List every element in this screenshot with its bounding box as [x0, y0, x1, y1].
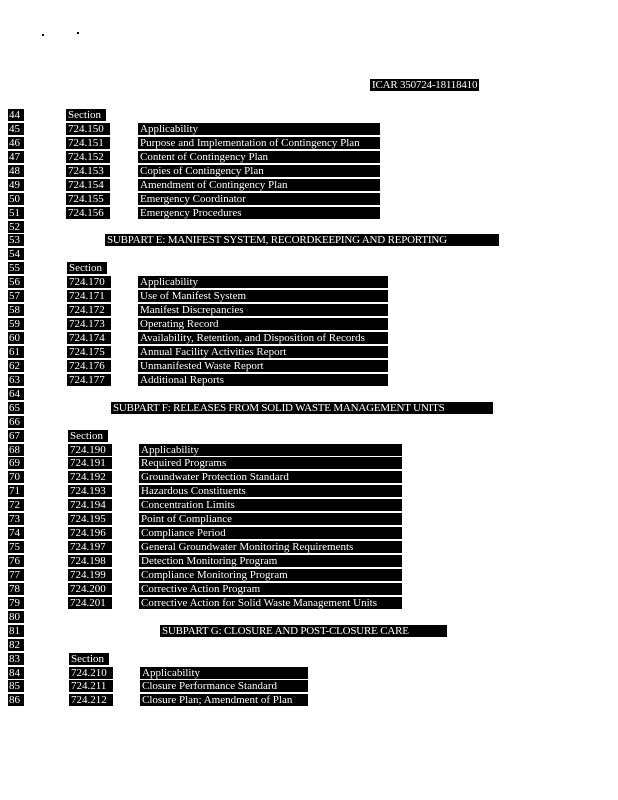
- section-number: 724.155: [66, 193, 110, 205]
- section-title: Applicability: [140, 667, 308, 679]
- toc-row: [0, 596, 618, 610]
- section-column-header: Section: [68, 430, 108, 442]
- section-title: Availability, Retention, and Disposition of Records: [138, 332, 388, 344]
- toc-row: [0, 610, 618, 624]
- table-of-contents: [0, 108, 618, 707]
- section-title: Closure Performance Standard: [140, 680, 308, 692]
- toc-row: [0, 136, 618, 150]
- section-number: 724.191: [68, 457, 112, 469]
- section-number: 724.152: [66, 151, 110, 163]
- line-number: 70: [8, 471, 24, 483]
- section-number: 724.212: [69, 694, 113, 706]
- section-number: 724.194: [68, 499, 112, 511]
- line-number: 44: [8, 109, 24, 121]
- section-title: Corrective Action Program: [139, 583, 402, 595]
- toc-row: [0, 150, 618, 164]
- line-number: 51: [8, 207, 24, 219]
- section-number: 724.174: [67, 332, 111, 344]
- line-number: 47: [8, 151, 24, 163]
- section-title: Emergency Coordinator: [138, 193, 380, 205]
- toc-row: [0, 178, 618, 192]
- line-number: 79: [8, 597, 24, 609]
- line-number: 62: [8, 360, 24, 372]
- toc-row: [0, 303, 618, 317]
- toc-row: [0, 526, 618, 540]
- section-title: Applicability: [139, 444, 402, 456]
- line-number: 50: [8, 193, 24, 205]
- section-number: 724.201: [68, 597, 112, 609]
- section-title: Groundwater Protection Standard: [139, 471, 402, 483]
- section-number: 724.173: [67, 318, 111, 330]
- line-number: 83: [8, 653, 24, 665]
- toc-row: [0, 206, 618, 220]
- line-number: 52: [8, 221, 24, 233]
- section-title: Operating Record: [138, 318, 388, 330]
- toc-row: [0, 484, 618, 498]
- section-number: 724.197: [68, 541, 112, 553]
- line-number: 84: [8, 667, 24, 679]
- line-number: 77: [8, 569, 24, 581]
- toc-row: [0, 498, 618, 512]
- section-number: 724.200: [68, 583, 112, 595]
- subpart-heading-row: [0, 401, 618, 415]
- subpart-heading-row: [0, 233, 618, 247]
- section-number: 724.190: [68, 444, 112, 456]
- line-number: 69: [8, 457, 24, 469]
- section-title: Closure Plan; Amendment of Plan: [140, 694, 308, 706]
- section-number: 724.172: [67, 304, 111, 316]
- section-number: 724.210: [69, 667, 113, 679]
- section-title: Amendment of Contingency Plan: [138, 179, 380, 191]
- section-title: Required Programs: [139, 457, 402, 469]
- toc-row: [0, 387, 618, 401]
- toc-row: [0, 164, 618, 178]
- line-number: 67: [8, 430, 24, 442]
- toc-row: [0, 456, 618, 470]
- line-number: 66: [8, 416, 24, 428]
- section-number: 724.196: [68, 527, 112, 539]
- toc-row: [0, 568, 618, 582]
- section-number: 724.195: [68, 513, 112, 525]
- toc-row: [0, 429, 618, 443]
- line-number: 86: [8, 694, 24, 706]
- line-number: 80: [8, 611, 24, 623]
- toc-row: [0, 470, 618, 484]
- toc-row: [0, 192, 618, 206]
- subpart-heading: SUBPART F: RELEASES FROM SOLID WASTE MANAGEMENT UNITS: [111, 402, 493, 414]
- section-number: 724.153: [66, 165, 110, 177]
- line-number: 61: [8, 346, 24, 358]
- scan-speck: [42, 34, 44, 36]
- document-code: ICAR 350724-18118410: [372, 79, 478, 91]
- section-title: Hazardous Constituents: [139, 485, 402, 497]
- section-number: 724.171: [67, 290, 111, 302]
- section-number: 724.150: [66, 123, 110, 135]
- section-number: 724.154: [66, 179, 110, 191]
- subpart-heading-row: [0, 624, 618, 638]
- line-number: 72: [8, 499, 24, 511]
- line-number: 71: [8, 485, 24, 497]
- section-title: Compliance Period: [139, 527, 402, 539]
- toc-row: [0, 443, 618, 457]
- line-number: 46: [8, 137, 24, 149]
- line-number: 75: [8, 541, 24, 553]
- toc-row: [0, 275, 618, 289]
- section-title: Compliance Monitoring Program: [139, 569, 402, 581]
- section-title: Concentration Limits: [139, 499, 402, 511]
- toc-row: [0, 554, 618, 568]
- section-title: Content of Contingency Plan: [138, 151, 380, 163]
- line-number: 53: [8, 234, 24, 246]
- line-number: 48: [8, 165, 24, 177]
- section-number: 724.193: [68, 485, 112, 497]
- toc-row: [0, 289, 618, 303]
- line-number: 57: [8, 290, 24, 302]
- toc-row: [0, 693, 618, 707]
- line-number: 64: [8, 388, 24, 400]
- toc-row: [0, 582, 618, 596]
- line-number: 85: [8, 680, 24, 692]
- line-number: 78: [8, 583, 24, 595]
- section-title: Copies of Contingency Plan: [138, 165, 380, 177]
- line-number: 59: [8, 318, 24, 330]
- line-number: 55: [8, 262, 24, 274]
- toc-row: [0, 247, 618, 261]
- section-number: 724.211: [69, 680, 113, 692]
- section-column-header: Section: [67, 262, 107, 274]
- section-title: Applicability: [138, 276, 388, 288]
- section-title: Annual Facility Activities Report: [138, 346, 388, 358]
- line-number: 58: [8, 304, 24, 316]
- toc-row: [0, 540, 618, 554]
- toc-row: [0, 220, 618, 234]
- section-title: Use of Manifest System: [138, 290, 388, 302]
- section-number: 724.151: [66, 137, 110, 149]
- line-number: 49: [8, 179, 24, 191]
- subpart-heading: SUBPART E: MANIFEST SYSTEM, RECORDKEEPING AND REPORTING: [105, 234, 499, 246]
- line-number: 68: [8, 444, 24, 456]
- line-number: 74: [8, 527, 24, 539]
- line-number: 73: [8, 513, 24, 525]
- section-column-header: Section: [66, 109, 106, 121]
- section-number: 724.176: [67, 360, 111, 372]
- toc-row: [0, 359, 618, 373]
- line-number: 56: [8, 276, 24, 288]
- section-title: Purpose and Implementation of Contingency Plan: [138, 137, 380, 149]
- line-number: 76: [8, 555, 24, 567]
- section-title: Corrective Action for Solid Waste Management Units: [139, 597, 402, 609]
- line-number: 45: [8, 123, 24, 135]
- toc-row: [0, 679, 618, 693]
- section-title: Point of Compliance: [139, 513, 402, 525]
- section-number: 724.192: [68, 471, 112, 483]
- line-number: 63: [8, 374, 24, 386]
- section-number: 724.170: [67, 276, 111, 288]
- section-title: General Groundwater Monitoring Requirements: [139, 541, 402, 553]
- section-number: 724.177: [67, 374, 111, 386]
- section-title: Emergency Procedures: [138, 207, 380, 219]
- line-number: 81: [8, 625, 24, 637]
- toc-row: [0, 317, 618, 331]
- section-number: 724.199: [68, 569, 112, 581]
- toc-row: [0, 345, 618, 359]
- toc-row: [0, 652, 618, 666]
- subpart-heading: SUBPART G: CLOSURE AND POST-CLOSURE CARE: [160, 625, 447, 637]
- line-number: 82: [8, 639, 24, 651]
- section-title: Applicability: [138, 123, 380, 135]
- toc-row: [0, 415, 618, 429]
- section-number: 724.198: [68, 555, 112, 567]
- section-column-header: Section: [69, 653, 109, 665]
- toc-row: [0, 122, 618, 136]
- line-number: 54: [8, 248, 24, 260]
- toc-row: [0, 666, 618, 680]
- section-number: 724.156: [66, 207, 110, 219]
- toc-row: [0, 261, 618, 275]
- line-number: 65: [8, 402, 24, 414]
- section-title: Unmanifested Waste Report: [138, 360, 388, 372]
- line-number: 60: [8, 332, 24, 344]
- section-title: Manifest Discrepancies: [138, 304, 388, 316]
- toc-row: [0, 512, 618, 526]
- section-title: Additional Reports: [138, 374, 388, 386]
- section-title: Detection Monitoring Program: [139, 555, 402, 567]
- toc-row: [0, 638, 618, 652]
- section-number: 724.175: [67, 346, 111, 358]
- toc-row: [0, 331, 618, 345]
- toc-row: [0, 373, 618, 387]
- toc-row: [0, 108, 618, 122]
- scan-speck: [77, 32, 79, 34]
